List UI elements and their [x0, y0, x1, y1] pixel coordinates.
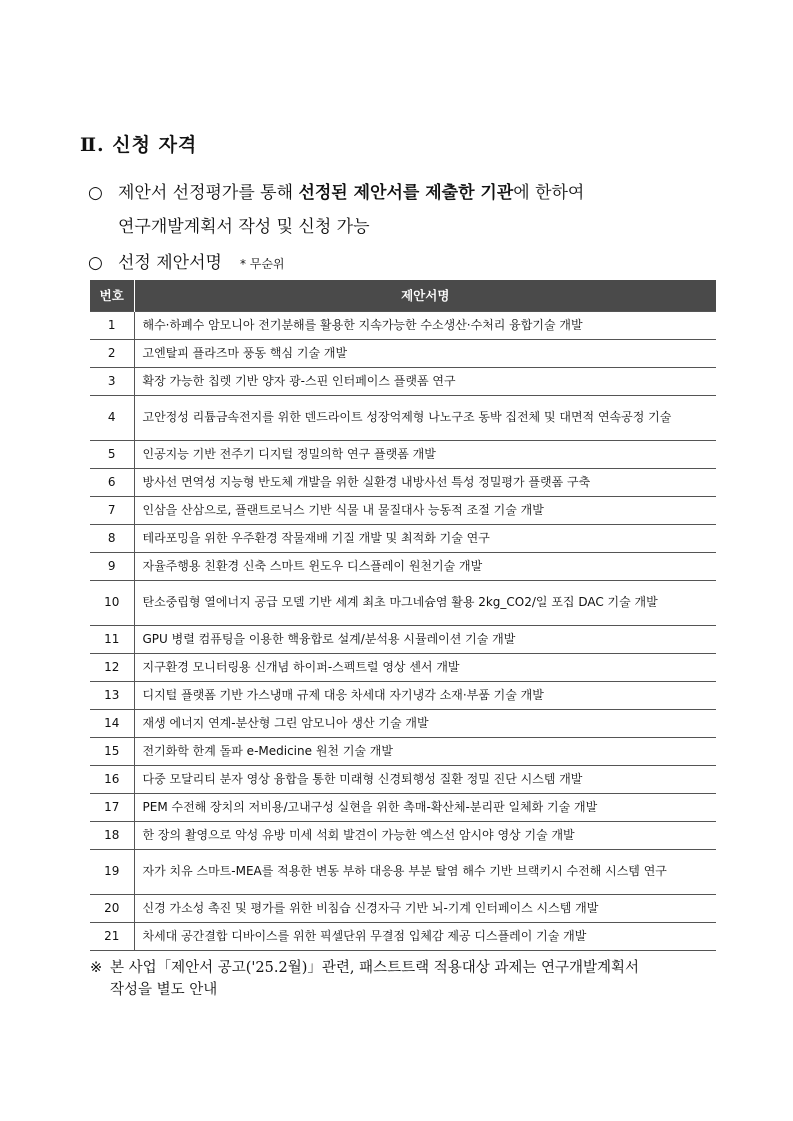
eligibility-text-line2: 연구개발계획서 작성 및 신청 가능 — [118, 217, 370, 237]
table-row — [90, 821, 716, 849]
row-proposal-title: 방사선 면역성 지능형 반도체 개발을 위한 실환경 내방사선 특성 정밀평가 플랫폼 구축 — [134, 468, 716, 496]
row-number: 19 — [90, 849, 134, 894]
row-proposal-title: 확장 가능한 칩렛 기반 양자 광-스핀 인터페이스 플랫폼 연구 — [134, 367, 716, 395]
row-proposal-title: 신경 가소성 촉진 및 평가를 위한 비침습 신경자극 기반 뇌-기계 인터페이스 시스템 개발 — [134, 894, 716, 922]
circle-bullet-icon: ○ — [88, 253, 103, 273]
table-row — [90, 849, 716, 894]
eligibility-text-bold: 선정된 제안서를 제출한 기관 — [298, 183, 514, 203]
row-number: 21 — [90, 922, 134, 950]
table-row — [90, 339, 716, 367]
row-proposal-title: 테라포밍을 위한 우주환경 작물재배 기질 개발 및 최적화 기술 연구 — [134, 524, 716, 552]
table-row — [90, 625, 716, 653]
table-header-row — [90, 280, 716, 311]
row-number: 13 — [90, 681, 134, 709]
proposal-list-heading: 선정 제안서명 — [118, 253, 222, 273]
row-proposal-title: 해수·하폐수 암모니아 전기분해를 활용한 지속가능한 수소생산·수처리 융합기술 개발 — [134, 311, 716, 339]
table-row — [90, 922, 716, 950]
footnote — [90, 957, 730, 1001]
row-proposal-title: 재생 에너지 연계-분산형 그린 암모니아 생산 기술 개발 — [134, 709, 716, 737]
table-row — [90, 793, 716, 821]
order-note: * 무순위 — [239, 257, 285, 271]
table-row — [90, 468, 716, 496]
row-proposal-title: 자율주행용 친환경 신축 스마트 윈도우 디스플레이 원천기술 개발 — [134, 552, 716, 580]
row-proposal-title: 지구환경 모니터링용 신개념 하이퍼-스펙트럴 영상 센서 개발 — [134, 653, 716, 681]
eligibility-text-post: 에 한하여 — [513, 183, 585, 203]
table-row — [90, 580, 716, 625]
row-number: 10 — [90, 580, 134, 625]
table-row — [90, 524, 716, 552]
table-row — [90, 765, 716, 793]
eligibility-text-pre: 제안서 선정평가를 통해 — [118, 183, 299, 203]
row-proposal-title: 탄소중립형 열에너지 공급 모델 기반 세계 최초 마그네슘염 활용 2kg_CO2/일 포집 DAC 기술 개발 — [134, 580, 716, 625]
row-proposal-title: 디지털 플랫폼 기반 가스냉매 규제 대응 차세대 자기냉각 소재·부품 기술 개발 — [134, 681, 716, 709]
row-number: 6 — [90, 468, 134, 496]
row-number: 7 — [90, 496, 134, 524]
row-proposal-title: 차세대 공간결합 디바이스를 위한 픽셀단위 무결점 입체감 제공 디스플레이 기술 개발 — [134, 922, 716, 950]
table-row — [90, 552, 716, 580]
row-proposal-title: PEM 수전해 장치의 저비용/고내구성 실현을 위한 촉매-확산체-분리판 일체화 기술 개발 — [134, 793, 716, 821]
header-number: 번호 — [90, 280, 134, 311]
row-proposal-title: 인공지능 기반 전주기 디지털 정밀의학 연구 플랫폼 개발 — [134, 440, 716, 468]
table-row — [90, 894, 716, 922]
row-proposal-title: 고엔탈피 플라즈마 풍동 핵심 기술 개발 — [134, 339, 716, 367]
row-number: 2 — [90, 339, 134, 367]
row-number: 3 — [90, 367, 134, 395]
row-proposal-title: 고안정성 리튬금속전지를 위한 덴드라이트 성장억제형 나노구조 동박 집전체 및 대면적 연속공정 기술 — [134, 395, 716, 440]
table-row — [90, 311, 716, 339]
footnote-line2: 작성을 별도 안내 — [110, 982, 218, 998]
row-number: 17 — [90, 793, 134, 821]
table-row — [90, 395, 716, 440]
table-body — [90, 311, 716, 950]
row-number: 14 — [90, 709, 134, 737]
row-number: 5 — [90, 440, 134, 468]
row-proposal-title: 한 장의 촬영으로 악성 유방 미세 석회 발견이 가능한 엑스선 암시야 영상 기술 개발 — [134, 821, 716, 849]
proposal-table — [90, 280, 716, 951]
row-proposal-title: 자가 치유 스마트-MEA를 적용한 변동 부하 대응용 부분 탈염 해수 기반 브랙키시 수전해 시스템 연구 — [134, 849, 716, 894]
table-row — [90, 709, 716, 737]
section-title: Ⅱ. 신청 자격 — [80, 134, 198, 156]
row-number: 8 — [90, 524, 134, 552]
row-number: 4 — [90, 395, 134, 440]
table-row — [90, 496, 716, 524]
row-proposal-title: GPU 병렬 컴퓨팅을 이용한 핵융합로 설계/분석용 시뮬레이션 기술 개발 — [134, 625, 716, 653]
row-number: 1 — [90, 311, 134, 339]
row-number: 11 — [90, 625, 134, 653]
row-number: 18 — [90, 821, 134, 849]
proposal-list-bullet — [88, 246, 285, 281]
row-number: 9 — [90, 552, 134, 580]
header-proposal-title: 제안서명 — [134, 280, 716, 311]
table-row — [90, 367, 716, 395]
table-row — [90, 440, 716, 468]
row-number: 12 — [90, 653, 134, 681]
eligibility-bullet — [88, 176, 584, 244]
circle-bullet-icon: ○ — [88, 183, 103, 203]
row-proposal-title: 다중 모달리티 분자 영상 융합을 통한 미래형 신경퇴행성 질환 정밀 진단 시스템 개발 — [134, 765, 716, 793]
reference-mark-icon: ※ — [90, 960, 103, 976]
row-proposal-title: 인삼을 산삼으로, 플랜트로닉스 기반 식물 내 물질대사 능동적 조절 기술 개발 — [134, 496, 716, 524]
footnote-line1: 본 사업「제안서 공고('25.2월)」관련, 패스트트랙 적용대상 과제는 연구개발계획서 — [110, 960, 640, 976]
row-number: 15 — [90, 737, 134, 765]
row-number: 20 — [90, 894, 134, 922]
table-row — [90, 681, 716, 709]
table-row — [90, 737, 716, 765]
row-proposal-title: 전기화학 한계 돌파 e-Medicine 원천 기술 개발 — [134, 737, 716, 765]
row-number: 16 — [90, 765, 134, 793]
table-row — [90, 653, 716, 681]
